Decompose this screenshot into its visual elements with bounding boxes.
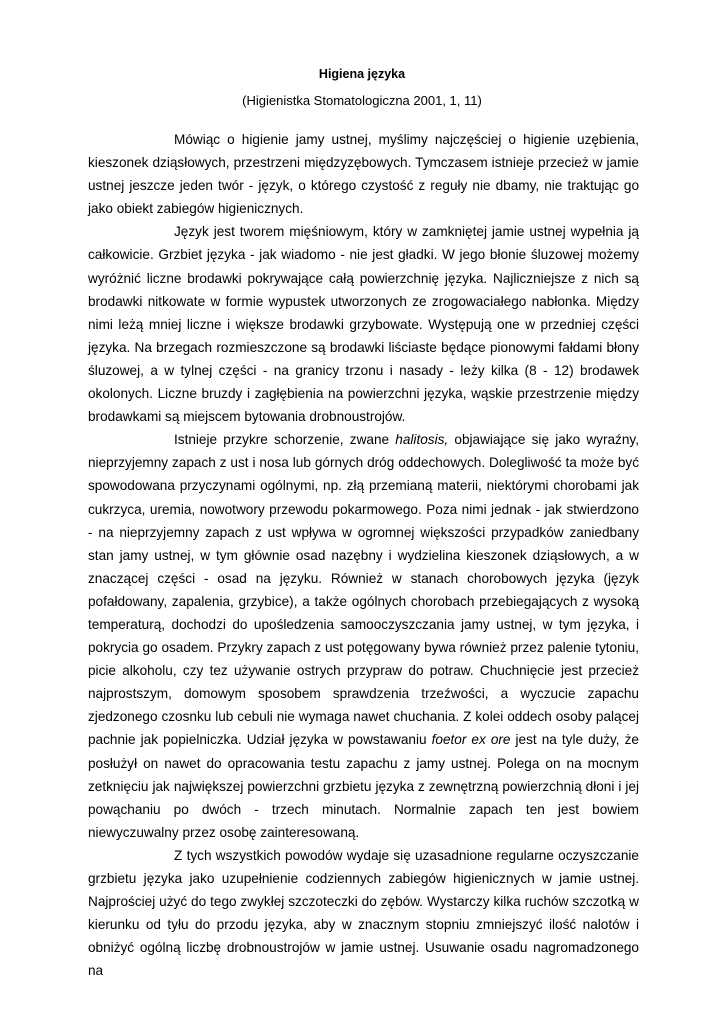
paragraph-3-text-a: Istnieje przykre schorzenie, zwane — [174, 432, 396, 448]
document-title: Higiena języka — [318, 67, 406, 81]
halitosis-term: halitosis, — [395, 432, 449, 448]
paragraph-3-text-b: objawiające się jako wyraźny, nieprzyjemny zapach z ust i nosa lub górnych dróg oddechowych. Dolegliwość ta może być spowodowana przyczynami ogólnymi, np. złą przemianą materii, niektórymi chorobami jak cukrzyca, uremia, nowotwory przewodu pokarmowego. Poza nimi jednak - jak stwierdzono - na nieprzyjemny zapach z ust wpływa w ogromnej większości przypadków zaniedbany stan jamy ustnej, w tym głównie osad nazębny i wydzielina kieszonek dziąsłowych, a w znaczącej części - osad na języku. Również w stanach chorobowych języka (język pofałdowany, zapalenia, grzybice), a także ogólnych chorobach przebiegających z wysoką temperaturą, dochodzi do upośledzenia samooczyszczania jamy ustnej, w tym języka, i pokrycia go osadem. Przykry zapach z ust potęgowany bywa również przez palenie tytoniu, picie alkoholu, czy tez używanie ostrych przypraw do potraw. Chuchnięcie jest przecież najprostszym, domowym sposobem sprawdzenia trzeźwości, a wyczucie zapachu zjedzonego czosnku lub cebuli nie wymaga nawet chuchania. Z kolei oddech osoby palącej pachnie jak popielniczka. Udział języka w powstawaniu — [88, 432, 639, 748]
foetor-ex-ore-term: foetor ex ore — [431, 732, 511, 748]
paragraph-1: Mówiąc o higienie jamy ustnej, myślimy najczęściej o higienie uzębienia, kieszonek dziąsłowych, przestrzeni międzyzębowych. Tymczasem istnieje przecież w jamie ustnej jeszcze jeden twór - język, o którego czystość z reguły nie dbamy, nie traktując go jako obiekt zabiegów higienicznych. — [88, 132, 639, 217]
paragraph-3-text-c: jest na tyle duży, że posłużył on nawet do opracowania testu zapachu z jamy ustnej. Polega on na mocnym zetknięciu jak największej powierzchni grzbietu języka z zewnętrzną powierzchnią dłoni i jej powąchaniu po dwóch - trzech minutach. Normalnie zapach ten jest bowiem niewyczuwalny przez osobę zainteresowaną. — [88, 732, 639, 840]
paragraph-4: Z tych wszystkich powodów wydaje się uzasadnione regularne oczyszczanie grzbietu języka jako uzupełnienie codziennych zabiegów higienicznych w jamie ustnej. Najprościej użyć do tego zwykłej szczoteczki do zębów. Wystarczy kilka ruchów szczotką w kierunku od tyłu do przodu języka, aby w znacznym stopniu zmniejszyć ilość nalotów i obniżyć ogólną liczbę drobnoustrojów w jamie ustnej. Usuwanie osadu nagromadzonego na — [88, 847, 639, 979]
paragraph-3 — [88, 428, 639, 844]
document-body — [88, 128, 639, 982]
document-subtitle: (Higienistka Stomatologiczna 2001, 1, 11) — [242, 93, 482, 108]
paragraph-2: Język jest tworem mięśniowym, który w zamkniętej jamie ustnej wypełnia ją całkowicie. Grzbiet języka - jak wiadomo - nie jest gładki. W jego błonie śluzowej możemy wyróżnić liczne brodawki pokrywające całą powierzchnię języka. Najliczniejsze z nich są brodawki nitkowate w formie wypustek utworzonych ze zrogowaciałego nabłonka. Między nimi leżą mniej liczne i większe brodawki grzybowate. Występują one w przedniej części języka. Na brzegach rozmieszczone są brodawki liściaste będące pionowymi fałdami błony śluzowej, a w tylnej części - na granicy trzonu i nasady - leży kilka (8 - 12) brodawek okolonych. Liczne bruzdy i zagłębienia na powierzchni języka, wąskie przestrzenie między brodawkami są miejscem bytowania drobnoustrojów. — [88, 224, 639, 425]
